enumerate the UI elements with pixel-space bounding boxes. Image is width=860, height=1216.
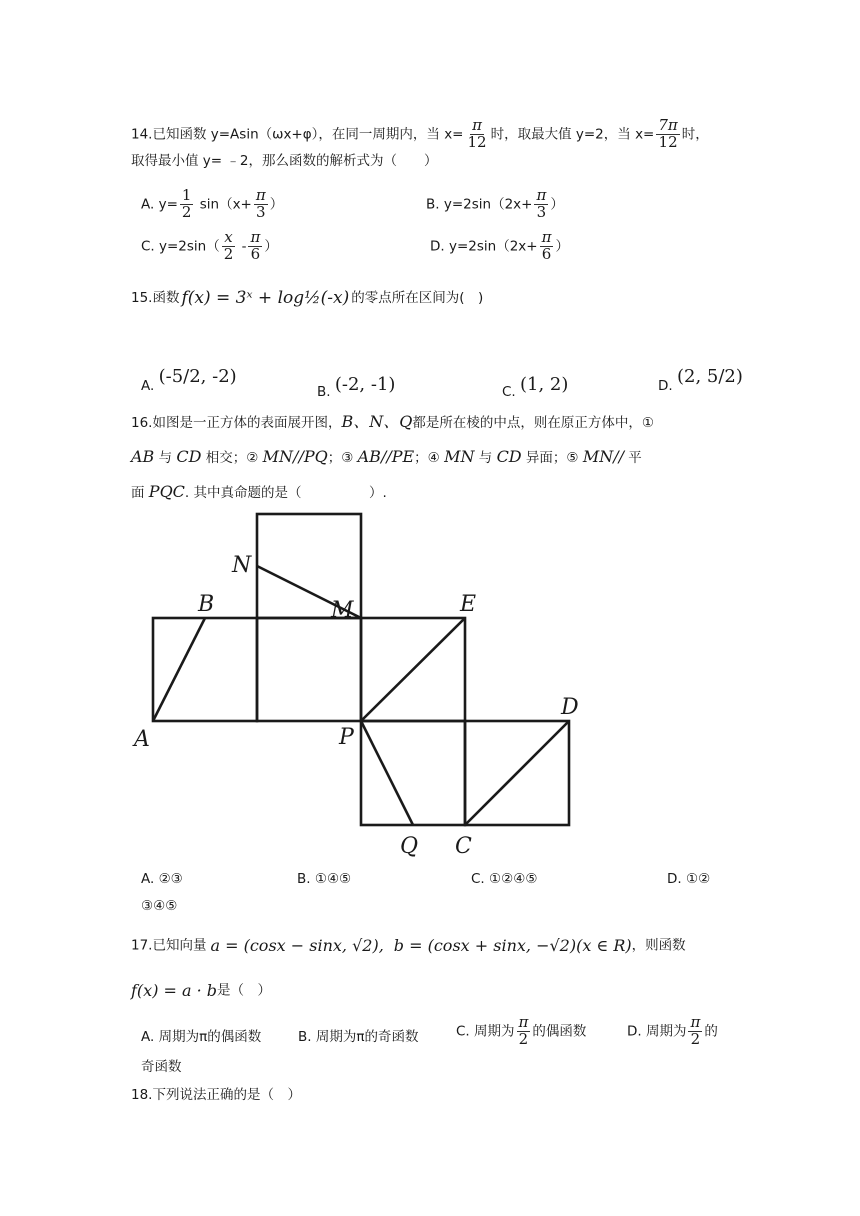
- segment-ab: [153, 618, 205, 721]
- q14-text-a: 14.已知函数 y=Asin（ωx+φ），在同一周期内，当 x=: [131, 126, 464, 143]
- net-face-left: [153, 618, 257, 721]
- q17-option-d: D. 周期为 $\frac{\pi}{2}$ 的: [627, 1013, 718, 1048]
- net-face-bottom: [361, 721, 465, 825]
- net-face-center: [257, 618, 361, 721]
- q14-a-frac-pi3: $\frac{\pi}{3}$: [255, 186, 266, 221]
- q18-line: 18.下列说法正确的是（ ）: [131, 1087, 301, 1103]
- q15-option-a: A. (-5/2, -2): [141, 366, 237, 394]
- q14-b-frac-pi3: $\frac{\pi}{3}$: [536, 186, 547, 221]
- label-c: C: [455, 834, 472, 859]
- label-d: D: [561, 695, 579, 720]
- label-m: M: [331, 598, 354, 623]
- q14-frac-7pi-12: $\frac{7\pi}{12}$: [658, 116, 678, 151]
- label-q: Q: [400, 834, 419, 859]
- q17-c-frac-pi2: $\frac{\pi}{2}$: [518, 1013, 529, 1048]
- segment-pe: [361, 618, 465, 721]
- q14-option-c: C. y=2sin（ $\frac{x}{2}$ - $\frac{\pi}{6}$ ）: [141, 228, 278, 263]
- q17-option-b: B. 周期为π的奇函数: [298, 1029, 419, 1045]
- q15-a-interval: (-5/2, -2): [158, 366, 237, 387]
- q14-a-frac-half: $\frac{1}{2}$: [181, 186, 192, 221]
- q14-text-b: 时，取最大值 y=2，当 x=: [490, 126, 655, 143]
- q16-line2: AB 与 CD 相交；② MN//PQ；③ AB//PE；④ MN 与 CD 异面；⑤ MN// 平: [131, 447, 642, 466]
- q14-d-frac-pi6: $\frac{\pi}{6}$: [541, 228, 552, 263]
- label-b: B: [198, 592, 215, 617]
- q15-d-interval: (2, 5/2): [676, 366, 743, 387]
- q17-d-frac-pi2: $\frac{\pi}{2}$: [690, 1013, 701, 1048]
- q15-suffix: 的零点所在区间为( ): [351, 289, 484, 306]
- label-n: N: [232, 553, 252, 578]
- q16-option-b: B. ①④⑤: [297, 871, 352, 887]
- q15-option-b: B. (-2, -1): [317, 374, 396, 400]
- q14-option-d: D. y=2sin（2x+ $\frac{\pi}{6}$ ）: [430, 228, 569, 263]
- q16-option-d: D. ①②: [667, 871, 711, 887]
- q15-formula: f(x) = 3ˣ + log½(-x): [181, 288, 350, 308]
- q15-prefix: 15.函数: [131, 289, 180, 306]
- q15-option-c: C. (1, 2): [502, 374, 569, 400]
- q14-line2: 取得最小值 y= ﹣2，那么函数的解析式为（ ）: [131, 153, 438, 169]
- q17-line3: 奇函数: [141, 1059, 182, 1075]
- q17-vector-a: a = (cosx − sinx, √2),: [210, 936, 384, 955]
- q17-option-c: C. 周期为 $\frac{\pi}{2}$ 的偶函数: [456, 1013, 587, 1048]
- q16-line1: 16.如图是一正方体的表面展开图，B、N、Q都是所在棱的中点，则在原正方体中，①: [131, 412, 654, 431]
- label-e: E: [460, 592, 477, 617]
- q17-line2: f(x) = a · b是（ ）: [131, 981, 272, 1000]
- q16-option-d-continued: ③④⑤: [141, 898, 178, 914]
- q16-option-c: C. ①②④⑤: [471, 871, 538, 887]
- label-a: A: [134, 727, 150, 752]
- q14-option-a: A. y= $\frac{1}{2}$ sin（x+ $\frac{\pi}{3}$ ）: [141, 186, 284, 221]
- q14-line1: [131, 118, 709, 151]
- q14-c-frac-x2: $\frac{x}{2}$: [223, 228, 234, 263]
- q14-c-frac-pi6: $\frac{\pi}{6}$: [250, 228, 261, 263]
- label-p: P: [339, 725, 354, 750]
- cube-net-figure: [0, 505, 860, 865]
- q15-line: [131, 290, 483, 307]
- q14-frac-pi-12: $\frac{\pi}{12}$: [467, 116, 487, 151]
- q15-option-d: D. (2, 5/2): [658, 366, 743, 394]
- q17-f-formula: f(x) = a · b: [131, 981, 218, 1000]
- segment-pq: [361, 721, 413, 825]
- q15-c-interval: (1, 2): [520, 374, 569, 395]
- q14-text-c: 时，: [681, 126, 709, 143]
- q15-b-interval: (-2, -1): [334, 374, 396, 395]
- q17-vector-b: b = (cosx + sinx, −√2)(x ∈ R): [393, 936, 632, 955]
- q16-line3: 面 PQC. 其中真命题的是（ ）.: [131, 482, 387, 501]
- segment-cd: [465, 721, 569, 825]
- q14-option-b: B. y=2sin（2x+ $\frac{\pi}{3}$ ）: [426, 186, 564, 221]
- q17-line1: 17.已知向量 a = (cosx − sinx, √2), b = (cosx + sinx, −√2)(x ∈ R)，则函数: [131, 936, 686, 955]
- q16-option-a: A. ②③: [141, 871, 183, 887]
- q17-option-a: A. 周期为π的偶函数: [141, 1029, 262, 1045]
